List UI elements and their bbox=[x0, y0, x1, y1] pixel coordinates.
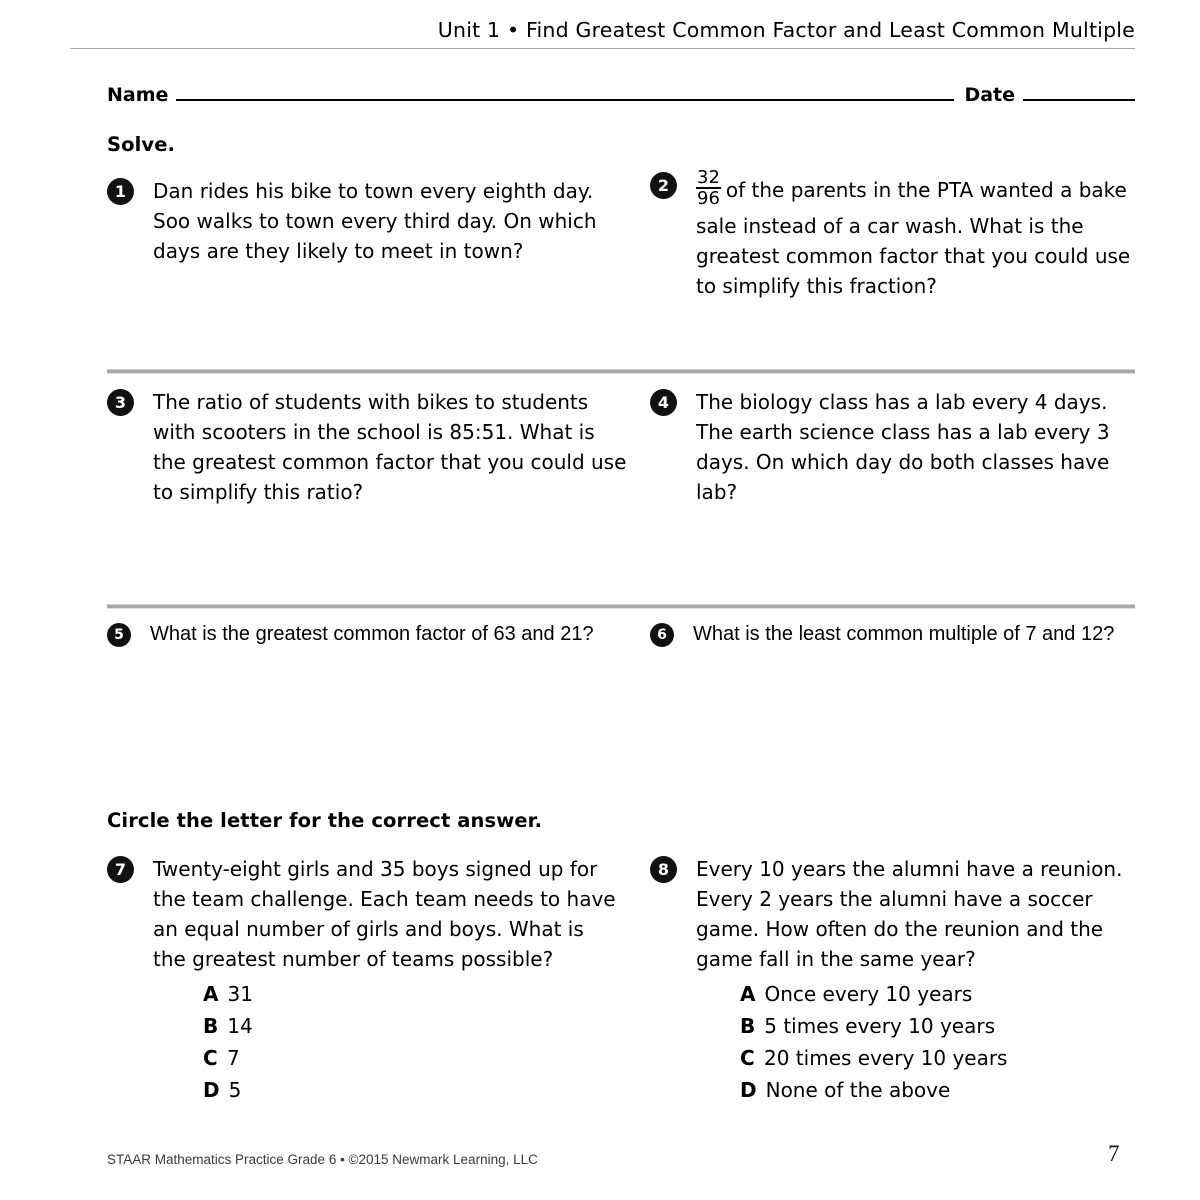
name-date-row bbox=[107, 82, 1135, 106]
answer-choice[interactable] bbox=[203, 1047, 253, 1069]
question-item-1 bbox=[107, 176, 617, 266]
choice-letter: C bbox=[740, 1046, 755, 1070]
question-number-badge: 6 bbox=[650, 623, 674, 647]
choice-text: 7 bbox=[227, 1046, 240, 1070]
answer-choice[interactable] bbox=[740, 1047, 1007, 1069]
date-write-in-line[interactable] bbox=[1023, 82, 1135, 101]
question-number-badge: 1 bbox=[107, 178, 134, 205]
answer-choices-question-7 bbox=[203, 983, 253, 1111]
question-text-with-fraction bbox=[696, 167, 1150, 301]
date-label: Date bbox=[964, 84, 1015, 106]
name-label: Name bbox=[107, 84, 169, 106]
choice-text: 20 times every 10 years bbox=[764, 1046, 1008, 1070]
question-number-badge: 7 bbox=[107, 856, 134, 883]
question-number-badge: 8 bbox=[650, 856, 677, 883]
question-number-badge: 5 bbox=[107, 623, 131, 647]
question-item-3 bbox=[107, 387, 627, 507]
answer-choice[interactable] bbox=[740, 983, 1007, 1005]
circle-answer-section-heading: Circle the letter for the correct answer. bbox=[107, 809, 543, 832]
question-text: Every 10 years the alumni have a reunion. Every 2 years the alumni have a soccer game. How often do the reunion and the game fall in the same year? bbox=[696, 857, 1123, 971]
choice-letter: A bbox=[203, 982, 219, 1006]
question-item-8 bbox=[650, 854, 1150, 974]
choice-letter: A bbox=[740, 982, 756, 1006]
choice-text: Once every 10 years bbox=[764, 982, 973, 1006]
question-text: Twenty-eight girls and 35 boys signed up for the team challenge. Each team needs to have an equal number of girls and boys. What is the greatest number of teams possible? bbox=[153, 857, 616, 971]
section-divider bbox=[107, 604, 1135, 609]
choice-letter: B bbox=[203, 1014, 219, 1038]
question-text: The ratio of students with bikes to students with scooters in the school is 85:51. What is the greatest common factor that you could use to simplify this ratio? bbox=[153, 390, 627, 504]
section-divider bbox=[107, 369, 1135, 374]
question-item-6 bbox=[650, 620, 1150, 648]
fraction-denominator: 96 bbox=[697, 188, 720, 209]
header-title: Unit 1 • Find Greatest Common Factor and Least Common Multiple bbox=[437, 18, 1135, 42]
choice-text: None of the above bbox=[765, 1078, 951, 1102]
choice-letter: B bbox=[740, 1014, 756, 1038]
answer-choice[interactable] bbox=[203, 1015, 253, 1037]
question-number-badge: 3 bbox=[107, 389, 134, 416]
answer-choice[interactable] bbox=[740, 1015, 1007, 1037]
fraction-32-over-96 bbox=[696, 168, 721, 209]
answer-choice[interactable] bbox=[203, 1079, 253, 1101]
answer-choice[interactable] bbox=[203, 983, 253, 1005]
question-text: Dan rides his bike to town every eighth day. Soo walks to town every third day. On which days are they likely to meet in town? bbox=[153, 179, 597, 263]
choice-text: 31 bbox=[227, 982, 253, 1006]
choice-text: 5 bbox=[228, 1078, 242, 1102]
question-item-4 bbox=[650, 387, 1150, 507]
answer-choices-question-8 bbox=[740, 983, 1007, 1111]
answer-choice[interactable] bbox=[740, 1079, 1007, 1101]
choice-text: 14 bbox=[227, 1014, 253, 1038]
choice-text: 5 times every 10 years bbox=[764, 1014, 996, 1038]
question-item-5 bbox=[107, 620, 617, 648]
solve-section-heading: Solve. bbox=[107, 133, 176, 156]
question-item-7 bbox=[107, 854, 617, 974]
choice-letter: C bbox=[203, 1046, 218, 1070]
header-divider-rule bbox=[70, 48, 1135, 49]
choice-letter: D bbox=[203, 1078, 220, 1102]
fraction-numerator: 32 bbox=[697, 167, 720, 188]
question-number-badge: 2 bbox=[650, 172, 677, 199]
page-number: 7 bbox=[1108, 1141, 1120, 1166]
name-write-in-line[interactable] bbox=[176, 82, 954, 101]
question-number-badge: 4 bbox=[650, 389, 677, 416]
page-header bbox=[70, 18, 1135, 42]
question-text: What is the least common multiple of 7 and 12? bbox=[693, 623, 1115, 645]
question-text: of the parents in the PTA wanted a bake sale instead of a car wash. What is the greatest common factor that you could use to simplify this fraction? bbox=[696, 178, 1131, 298]
question-text: The biology class has a lab every 4 days. The earth science class has a lab every 3 days. On which day do both classes have lab? bbox=[696, 390, 1110, 504]
choice-letter: D bbox=[740, 1078, 757, 1102]
question-text: What is the greatest common factor of 63 and 21? bbox=[150, 623, 594, 645]
question-item-2 bbox=[650, 167, 1150, 301]
footer-credit-line: STAAR Mathematics Practice Grade 6 • ©2015 Newmark Learning, LLC bbox=[107, 1152, 538, 1167]
